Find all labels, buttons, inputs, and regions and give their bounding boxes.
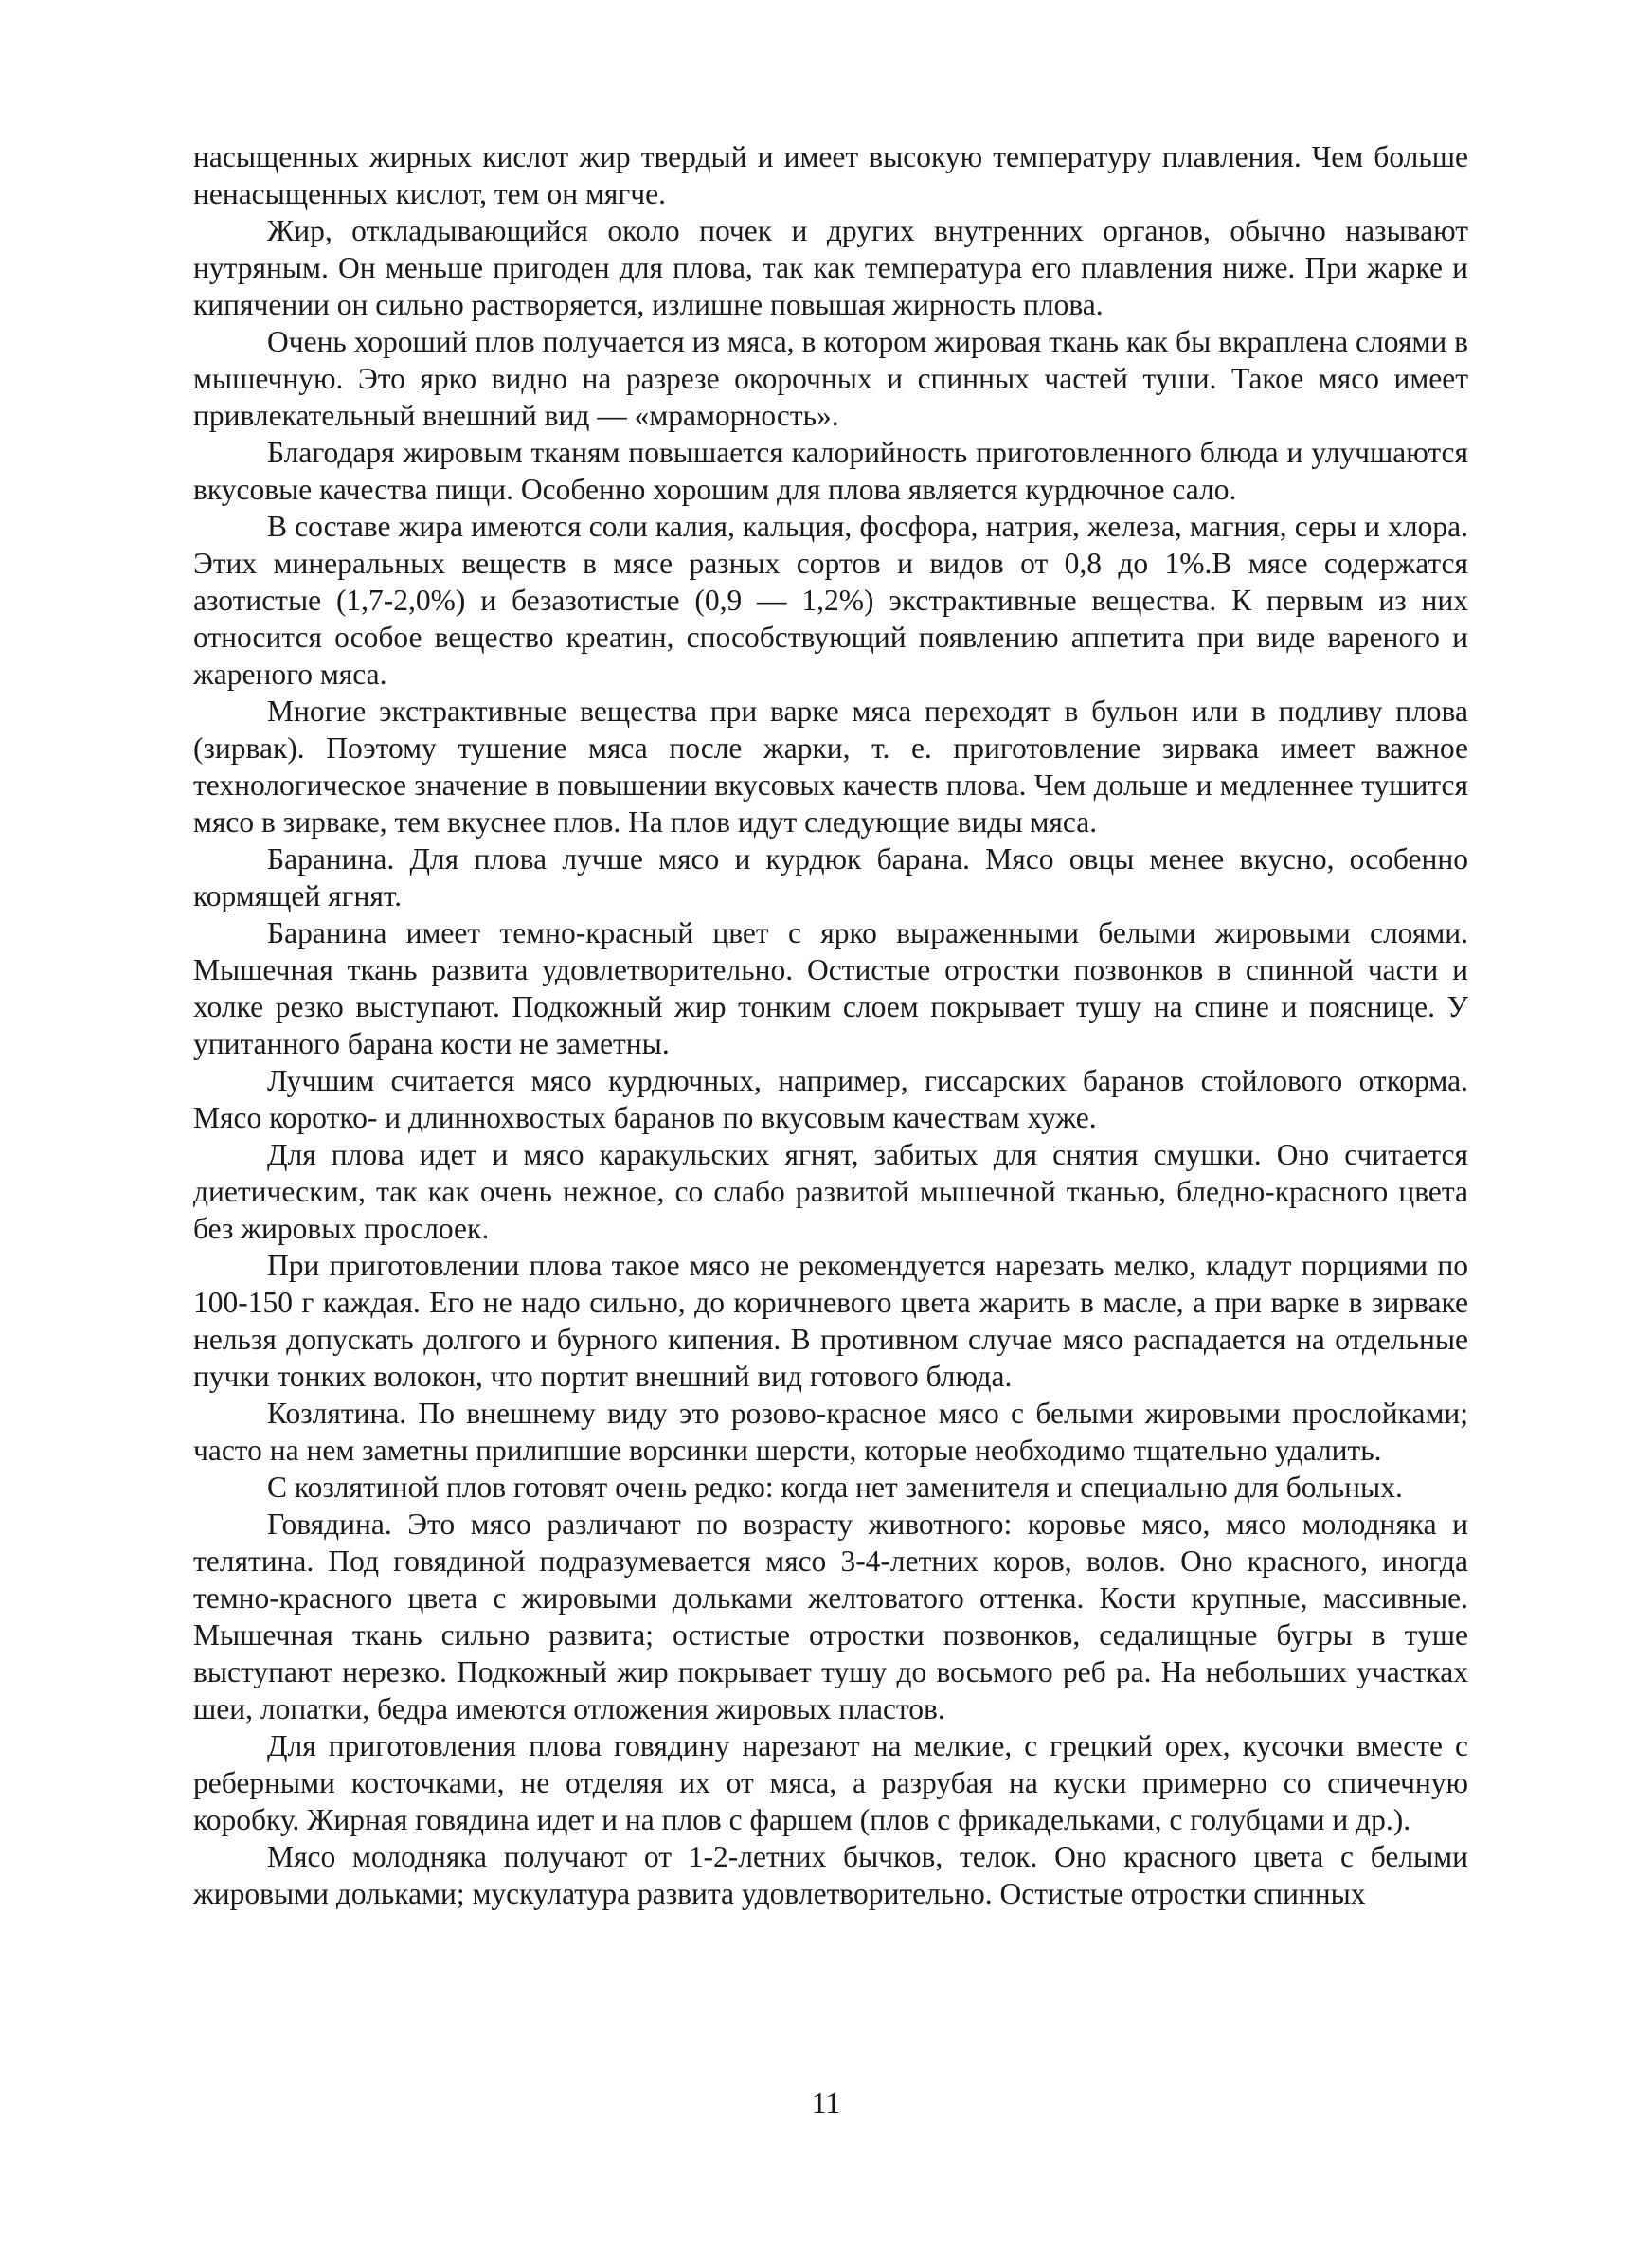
paragraph: Говядина. Это мясо различают по возрасту животного: коровье мясо, мясо молодняка и телятина. Под говядиной подразумевается мясо 3-4-летних коров, волов. Оно красного, иногда темно-красного цвета с жировыми дольками желтоватого оттенка. Кости крупные, массивные. Мышечная ткань сильно развита; остистые отростки позвонков, седалищные бугры в туше выступают нерезко. Подкожный жир покрывает тушу до восьмого реб ра. На небольших участках шеи, лопатки, бедра имеются отложения жировых пластов. — [193, 1508, 1468, 1725]
paragraph: При приготовлении плова такое мясо не рекомендуется нарезать мелко, кладут порциями по 100-150 г каждая. Его не надо сильно, до коричневого цвета жарить в масле, а при варке в зирваке нельзя допускать долгого и бурного кипения. В противном случае мясо распадается на отдельные пучки тонких волокон, что портит внешний вид готового блюда. — [193, 1249, 1468, 1393]
paragraph: Баранина имеет темно-красный цвет с ярко выраженными белыми жировыми слоями. Мышечная ткань развита удовлетворительно. Остистые отростки позвонков в спинной части и холке резко выступают. Подкожный жир тонким слоем покрывает тушу на спине и пояснице. У упитанного барана кости не заметны. — [193, 916, 1468, 1060]
paragraph: С козлятиной плов готовят очень редко: когда нет заменителя и специально для больных. — [267, 1471, 1403, 1504]
paragraph: Баранина. Для плова лучше мясо и курдюк барана. Мясо овцы менее вкусно, особенно кормящей ягнят. — [193, 842, 1468, 912]
paragraph: В составе жира имеются соли калия, кальция, фосфора, натрия, железа, магния, серы и хлора. Этих минеральных веществ в мясе разных сортов и видов от 0,8 до 1%.В мясе содержатся азотистые (1,7-2,0%) и безазотистые (0,9 — 1,2%) экстрактивные вещества. К первым из них относится особое вещество креатин, способствующий появлению аппетита при виде вареного и жареного мяса. — [193, 510, 1468, 691]
paragraph: Очень хороший плов получается из мяса, в котором жировая ткань как бы вкраплена слоями в мышечную. Это ярко видно на разрезе окорочных и спинных частей туши. Такое мясо имеет привлекательный внешний вид — «мраморность». — [193, 325, 1468, 432]
paragraph: Благодаря жировым тканям повышается калорийность приготовленного блюда и улучшаются вкусовые качества пищи. Особенно хорошим для плова является курдючное сало. — [193, 436, 1468, 506]
page-number: 11 — [811, 2086, 841, 2120]
paragraph: насыщенных жирных кислот жир твердый и имеет высокую температуру плавления. Чем больше ненасыщенных кислот, тем он мягче. — [193, 140, 1468, 210]
paragraph: Жир, откладывающийся около почек и других внутренних органов, обычно называют нутряным. Он меньше пригоден для плова, так как температура его плавления ниже. При жарке и кипячении он сильно растворяется, излишне повышая жирность плова. — [193, 214, 1468, 321]
paragraph: Для приготовления плова говядину нарезают на мелкие, с грецкий орех, кусочки вместе с реберными косточками, не отделяя их от мяса, а разрубая на куски примерно со спичечную коробку. Жирная говядина идет и на плов с фаршем (плов с фрикадельками, с голубцами и др.). — [193, 1729, 1468, 1836]
paragraph: Мясо молодняка получают от 1-2-летних бычков, телок. Оно красного цвета с белыми жировыми дольками; мускулатура развита удовлетворительно. Остистые отростки спинных — [193, 1840, 1468, 1910]
paragraph: Для плова идет и мясо каракульских ягнят, забитых для снятия смушки. Оно считается диетическим, так как очень нежное, со слабо развитой мышечной тканью, бледно-красного цвета без жировых прослоек. — [193, 1138, 1468, 1245]
paragraph: Козлятина. По внешнему виду это розово-красное мясо с белыми жировыми прослойками; часто на нем заметны прилипшие ворсинки шерсти, которые необходимо тщательно удалить. — [193, 1397, 1468, 1467]
text-body — [193, 138, 1468, 1912]
paragraph: Лучшим считается мясо курдючных, например, гиссарских баранов стойлового откорма. Мясо коротко- и длиннохвостых баранов по вкусовым качествам хуже. — [193, 1064, 1468, 1134]
paragraph: Многие экстрактивные вещества при варке мяса переходят в бульон или в подливу плова (зирвак). Поэтому тушение мяса после жарки, т. е. приготовление зирвака имеет важное технологическое значение в повышении вкусовых качеств плова. Чем дольше и медленнее тушится мясо в зирваке, тем вкуснее плов. На плов идут следующие виды мяса. — [193, 695, 1468, 839]
